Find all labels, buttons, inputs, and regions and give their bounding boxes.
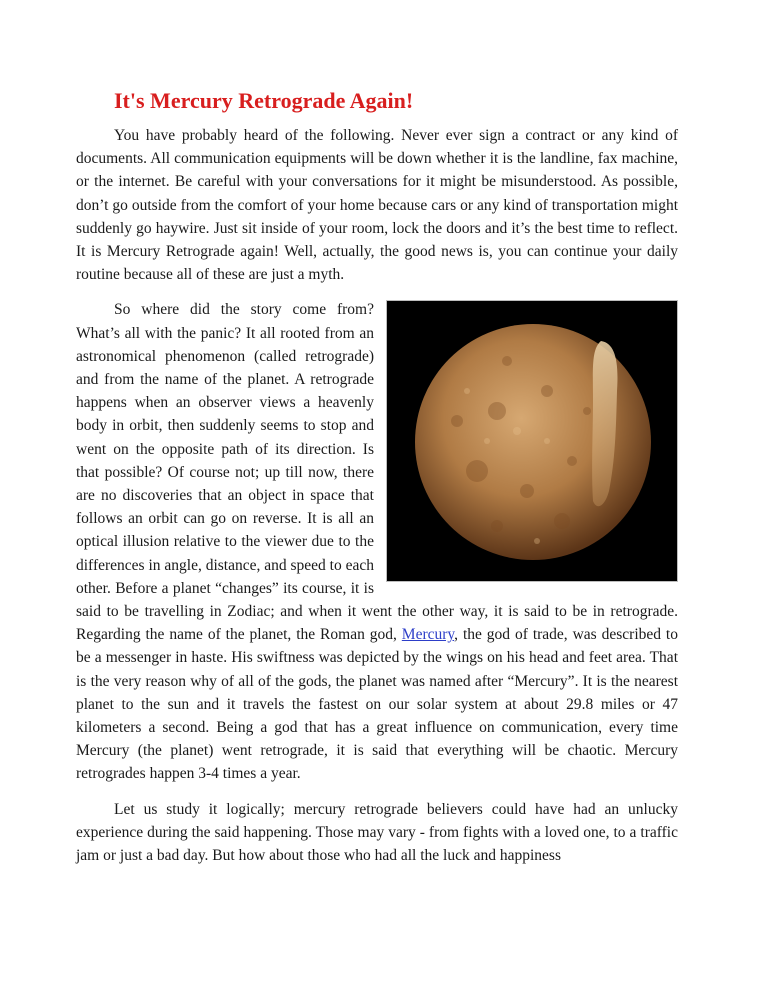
mercury-planet-graphic xyxy=(387,301,677,581)
paragraph-logic: Let us study it logically; mercury retrograde believers could have had an unlucky experience during the said happening. Those may vary - from fights with a loved one, to a traffic jam or just a bad day. But how about those who had all the luck and happiness xyxy=(76,800,678,865)
paragraph-origin-text-2: , the god of trade, was described to be a messenger in haste. His swiftness was depicted by the wings on his head and feet area. That is the very reason why of all of the gods, the planet was named after “Mercury”. It is the nearest planet to the sun and it travels the fastest on our solar system at about 29.8 miles or 47 kilometers a second. Being a god that has a great influence on communication, every time Mercury (the planet) went retrograde, it is said that everything will be chaotic. Mercury retrogrades happen 3-4 times a year. xyxy=(76,626,678,783)
document-page xyxy=(76,88,678,879)
mercury-planet-image xyxy=(386,300,678,582)
mercury-link[interactable]: Mercury xyxy=(401,626,455,644)
page-title: It's Mercury Retrograde Again! xyxy=(114,88,414,113)
paragraph-intro: You have probably heard of the following. Never ever sign a contract or any kind of documents. All communication equipments will be down whether it is the landline, fax machine, or the internet. Be careful with your conversations for it might be misunderstood. As possible, don’t go outside from the comfort of your home because cars or any kind of transportation might suddenly go haywire. Just sit inside of your room, lock the doors and it’s the best time to reflect. It is Mercury Retrograde again! Well, actually, the good news is, you can continue your daily routine because all of these are just a myth. xyxy=(76,127,678,284)
paragraph-origin-text-1: So where did the story come from? What’s all with the panic? It all rooted from an astronomical phenomenon (called retrograde) and from the name of the planet. A retrograde happens when an observer views a heavenly body in orbit, then suddenly seems to stop and went on the opposite path of its direction. Is that possible? Of course not; up till now, there are no discoveries that an object in space that follows an orbit can go on reverse. It is all an optical illusion relative to the viewer due to the differences in angle, distance, and speed to each other. Before a planet “changes” its course, it is said to be travelling in Zodiac; and when it went the other way, it is said to be in retrograde. Regarding the name of the planet, the Roman god, xyxy=(76,301,678,644)
paragraph-origin xyxy=(76,298,678,785)
